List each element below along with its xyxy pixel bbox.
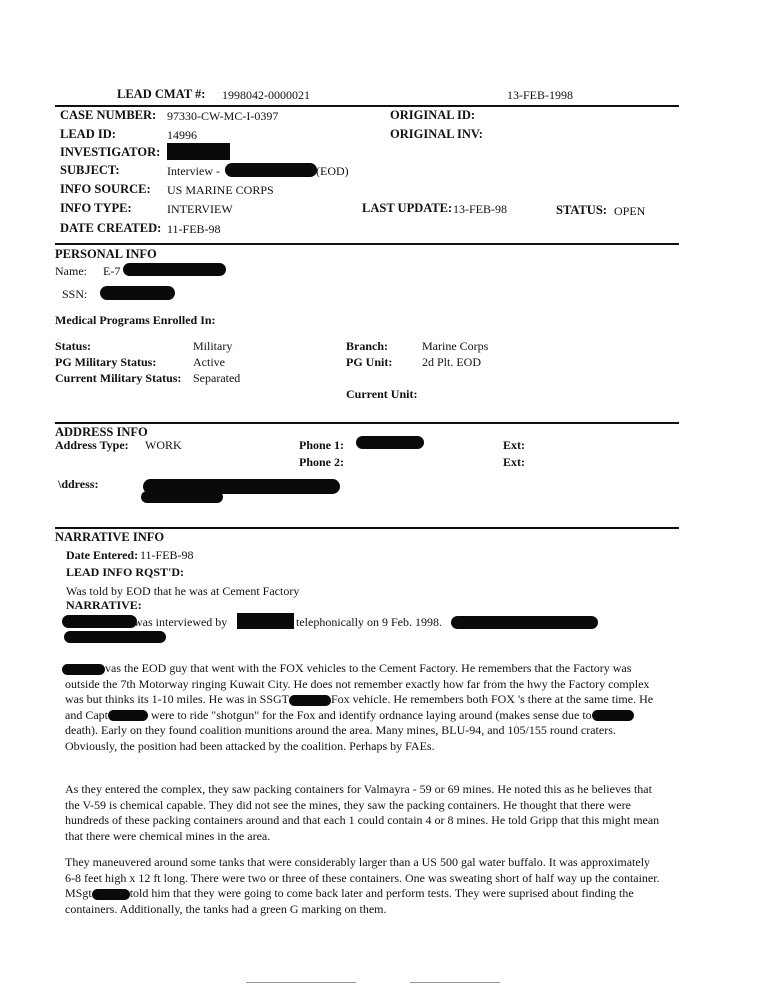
pg-unit-label: PG Unit: (346, 355, 393, 369)
name-prefix: E-7 (103, 264, 121, 278)
lead-cmat-value: 1998042-0000021 (222, 88, 310, 102)
date-created-label: DATE CREATED: (60, 221, 162, 235)
phone1-redaction (356, 436, 424, 449)
phone1-label: Phone 1: (299, 438, 344, 452)
intro-name-redaction (62, 615, 137, 628)
personal-rule (55, 243, 679, 245)
narrative-paragraph-1 (65, 661, 663, 754)
p3-text-b: told him that they were going to come back later and perform tests. They were suprised about finding the containers. Additionally, the tanks had a green G marking on them. (65, 886, 634, 916)
original-id-label: ORIGINAL ID: (390, 108, 476, 122)
ext2-label: Ext: (503, 455, 525, 469)
p1-text-c: were to ride "shotgun" for the Fox and identify ordnance laying around (makes sense due to (151, 707, 592, 722)
info-source-value: US MARINE CORPS (167, 183, 274, 197)
address-section-title: ADDRESS INFO (55, 425, 148, 439)
p1-capt-redaction (108, 710, 148, 721)
subject-label: SUBJECT: (60, 163, 120, 177)
pg-military-label: PG Military Status: (55, 355, 157, 369)
narrative-paragraph-3 (65, 855, 663, 917)
address-type-label: Address Type: (55, 438, 129, 452)
subject-suffix: (EOD) (316, 164, 349, 178)
narrative-paragraph-2: As they entered the complex, they saw packing containers for Valmayra - 59 or 69 mines. He noted this as he believes that the V-59 is chemical capable. They did not see the mines, they saw the packing containers. He thought that there were hundreds of these packing containers around and that each 1 could contain 4 or 8 mines. He told Gripp that this might mean that there were chemical mines in the area. (65, 782, 660, 843)
p3-msgt-redaction (92, 889, 130, 900)
branch-label: Branch: (346, 339, 388, 353)
address-redaction-2 (141, 491, 223, 503)
narrative-section-title: NARRATIVE INFO (55, 530, 165, 544)
last-update-label: LAST UPDATE: (362, 201, 453, 215)
medical-programs-label: Medical Programs Enrolled In: (55, 313, 216, 327)
intro-interviewer-redaction (237, 613, 294, 629)
current-unit-label: Current Unit: (346, 387, 418, 401)
original-inv-label: ORIGINAL INV: (390, 127, 483, 141)
p1-text-a: vas the EOD guy that went with the FOX vehicles to the Cement Factory. He remembers that the Factory was outside the 7th Motorway ringing Kuwait City. He does not remember exactly how far from the hwy the Factory complex was but thinks its 1-10 miles. He was in SSGT (65, 661, 650, 706)
address-type-value: WORK (145, 438, 182, 452)
last-update-value: 13-FEB-98 (453, 202, 507, 216)
narrative-rule (55, 527, 679, 529)
p1-name-redaction (62, 664, 105, 675)
ssn-redaction (100, 286, 175, 300)
ext1-label: Ext: (503, 438, 525, 452)
lead-info-label: LEAD INFO RQST'D: (66, 565, 185, 579)
intro-tail-redaction-2 (64, 631, 166, 643)
lead-id-value: 14996 (167, 128, 197, 142)
date-entered-label: Date Entered: (66, 548, 139, 562)
name-label: Name: (55, 264, 87, 278)
case-number-value: 97330-CW-MC-I-0397 (167, 109, 279, 123)
name-redaction (123, 263, 226, 276)
branch-value: Marine Corps (422, 339, 489, 353)
phone2-label: Phone 2: (299, 455, 344, 469)
intro-text-b: telephonically on 9 Feb. 1998. (296, 615, 442, 629)
status-value: OPEN (614, 204, 646, 218)
current-military-value: Separated (193, 371, 241, 385)
status-mil-label: Status: (55, 339, 92, 353)
ssn-label: SSN: (62, 287, 88, 301)
subject-redaction (225, 163, 317, 177)
date-entered-value: 11-FEB-98 (140, 548, 194, 562)
info-type-value: INTERVIEW (167, 202, 233, 216)
lead-id-label: LEAD ID: (60, 127, 116, 141)
date-created-value: 11-FEB-98 (167, 222, 221, 236)
p1-ssgt-redaction (289, 695, 331, 706)
scan-artifact-line-2 (410, 982, 500, 983)
investigator-label: INVESTIGATOR: (60, 145, 161, 159)
address-rule (55, 422, 679, 424)
investigator-redaction (167, 143, 230, 160)
case-number-label: CASE NUMBER: (60, 108, 157, 122)
p1-death-redaction (592, 710, 634, 721)
intro-tail-redaction (451, 616, 598, 629)
pg-military-value: Active (193, 355, 225, 369)
status-label: STATUS: (556, 203, 607, 217)
address-label: \ddress: (58, 477, 99, 491)
subject-prefix: Interview - (167, 164, 220, 178)
info-source-label: INFO SOURCE: (60, 182, 151, 196)
lead-info-value: Was told by EOD that he was at Cement Factory (66, 584, 300, 598)
p1-text-b: Fox vehicle. He remembers both FOX 's there at the same time. He and Capt (65, 692, 654, 722)
p1-text-d: death). Early on they found coalition munitions around the area. Many mines, BLU-94, and 105/155 round craters. Obviously, the position had been attacked by the coalition. Perhaps by FAEs. (65, 723, 616, 753)
p3-text-a: They maneuvered around some tanks that were considerably larger than a US 500 gal water buffalo. It was approximately 6-8 feet high x 12 ft long. There were two or three of these containers. One was sweating short of half way up the container. MSgt (65, 855, 660, 900)
scan-artifact-line-1 (246, 982, 356, 983)
header-rule (55, 105, 679, 107)
current-military-label: Current Military Status: (55, 371, 182, 385)
header-date: 13-FEB-1998 (507, 88, 573, 102)
personal-section-title: PERSONAL INFO (55, 247, 157, 261)
info-type-label: INFO TYPE: (60, 201, 132, 215)
pg-unit-value: 2d Plt. EOD (422, 355, 482, 369)
intro-text-a: was interviewed by (134, 615, 228, 629)
narrative-label: NARRATIVE: (66, 598, 142, 612)
status-mil-value: Military (193, 339, 233, 353)
lead-cmat-label: LEAD CMAT #: (117, 87, 206, 101)
